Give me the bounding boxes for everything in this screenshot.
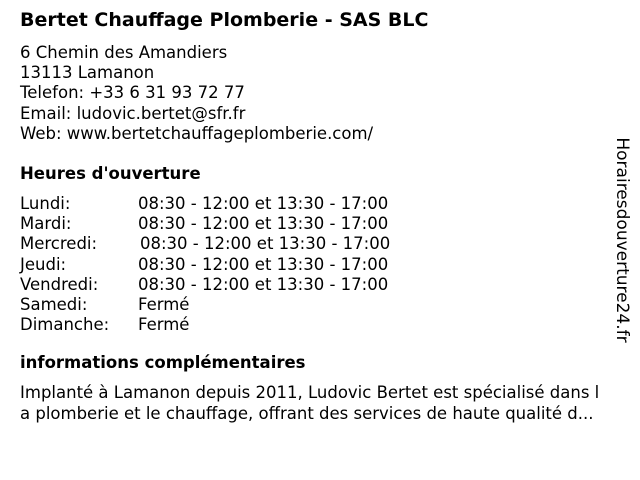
day-label: Samedi: <box>20 294 88 314</box>
info-line-2: a plomberie et le chauffage, offrant des services de haute qualité d... <box>20 403 594 423</box>
address-city: 13113 Lamanon <box>20 63 155 83</box>
day-label: Dimanche: <box>20 315 110 335</box>
day-hours: Fermé <box>138 294 190 314</box>
day-label: Vendredi: <box>20 274 99 294</box>
day-hours: 08:30 - 12:00 et 13:30 - 17:00 <box>138 274 389 294</box>
info-text <box>20 383 635 424</box>
day-hours: Fermé <box>138 315 190 335</box>
business-title: Bertet Chauffage Plomberie - SAS BLC <box>20 9 429 31</box>
day-hours: 08:30 - 12:00 et 13:30 - 17:00 <box>138 194 389 213</box>
day-label: Mercredi: <box>20 234 98 254</box>
day-hours: 08:30 - 12:00 et 13:30 - 17:00 <box>138 214 389 234</box>
day-label: Jeudi: <box>20 254 67 274</box>
day-hours: 08:30 - 12:00 et 13:30 - 17:00 <box>138 254 389 274</box>
contact-block <box>20 43 373 144</box>
phone-line: Telefon: +33 6 31 93 72 77 <box>20 83 245 103</box>
hours-heading: Heures d'ouverture <box>20 164 201 183</box>
info-heading: informations complémentaires <box>20 353 306 372</box>
day-label: Mardi: <box>20 214 72 234</box>
email-line: Email: ludovic.bertet@sfr.fr <box>20 103 246 123</box>
day-label: Lundi: <box>20 194 71 213</box>
info-line-1: Implanté à Lamanon depuis 2011, Ludovic Bertet est spécialisé dans l <box>20 383 600 402</box>
day-hours: 08:30 - 12:00 et 13:30 - 17:00 <box>140 234 391 254</box>
website-line: Web: www.bertetchauffageplomberie.com/ <box>20 123 374 143</box>
site-watermark: Horairesdouverture24.fr <box>612 137 632 343</box>
address-street: 6 Chemin des Amandiers <box>20 43 228 62</box>
